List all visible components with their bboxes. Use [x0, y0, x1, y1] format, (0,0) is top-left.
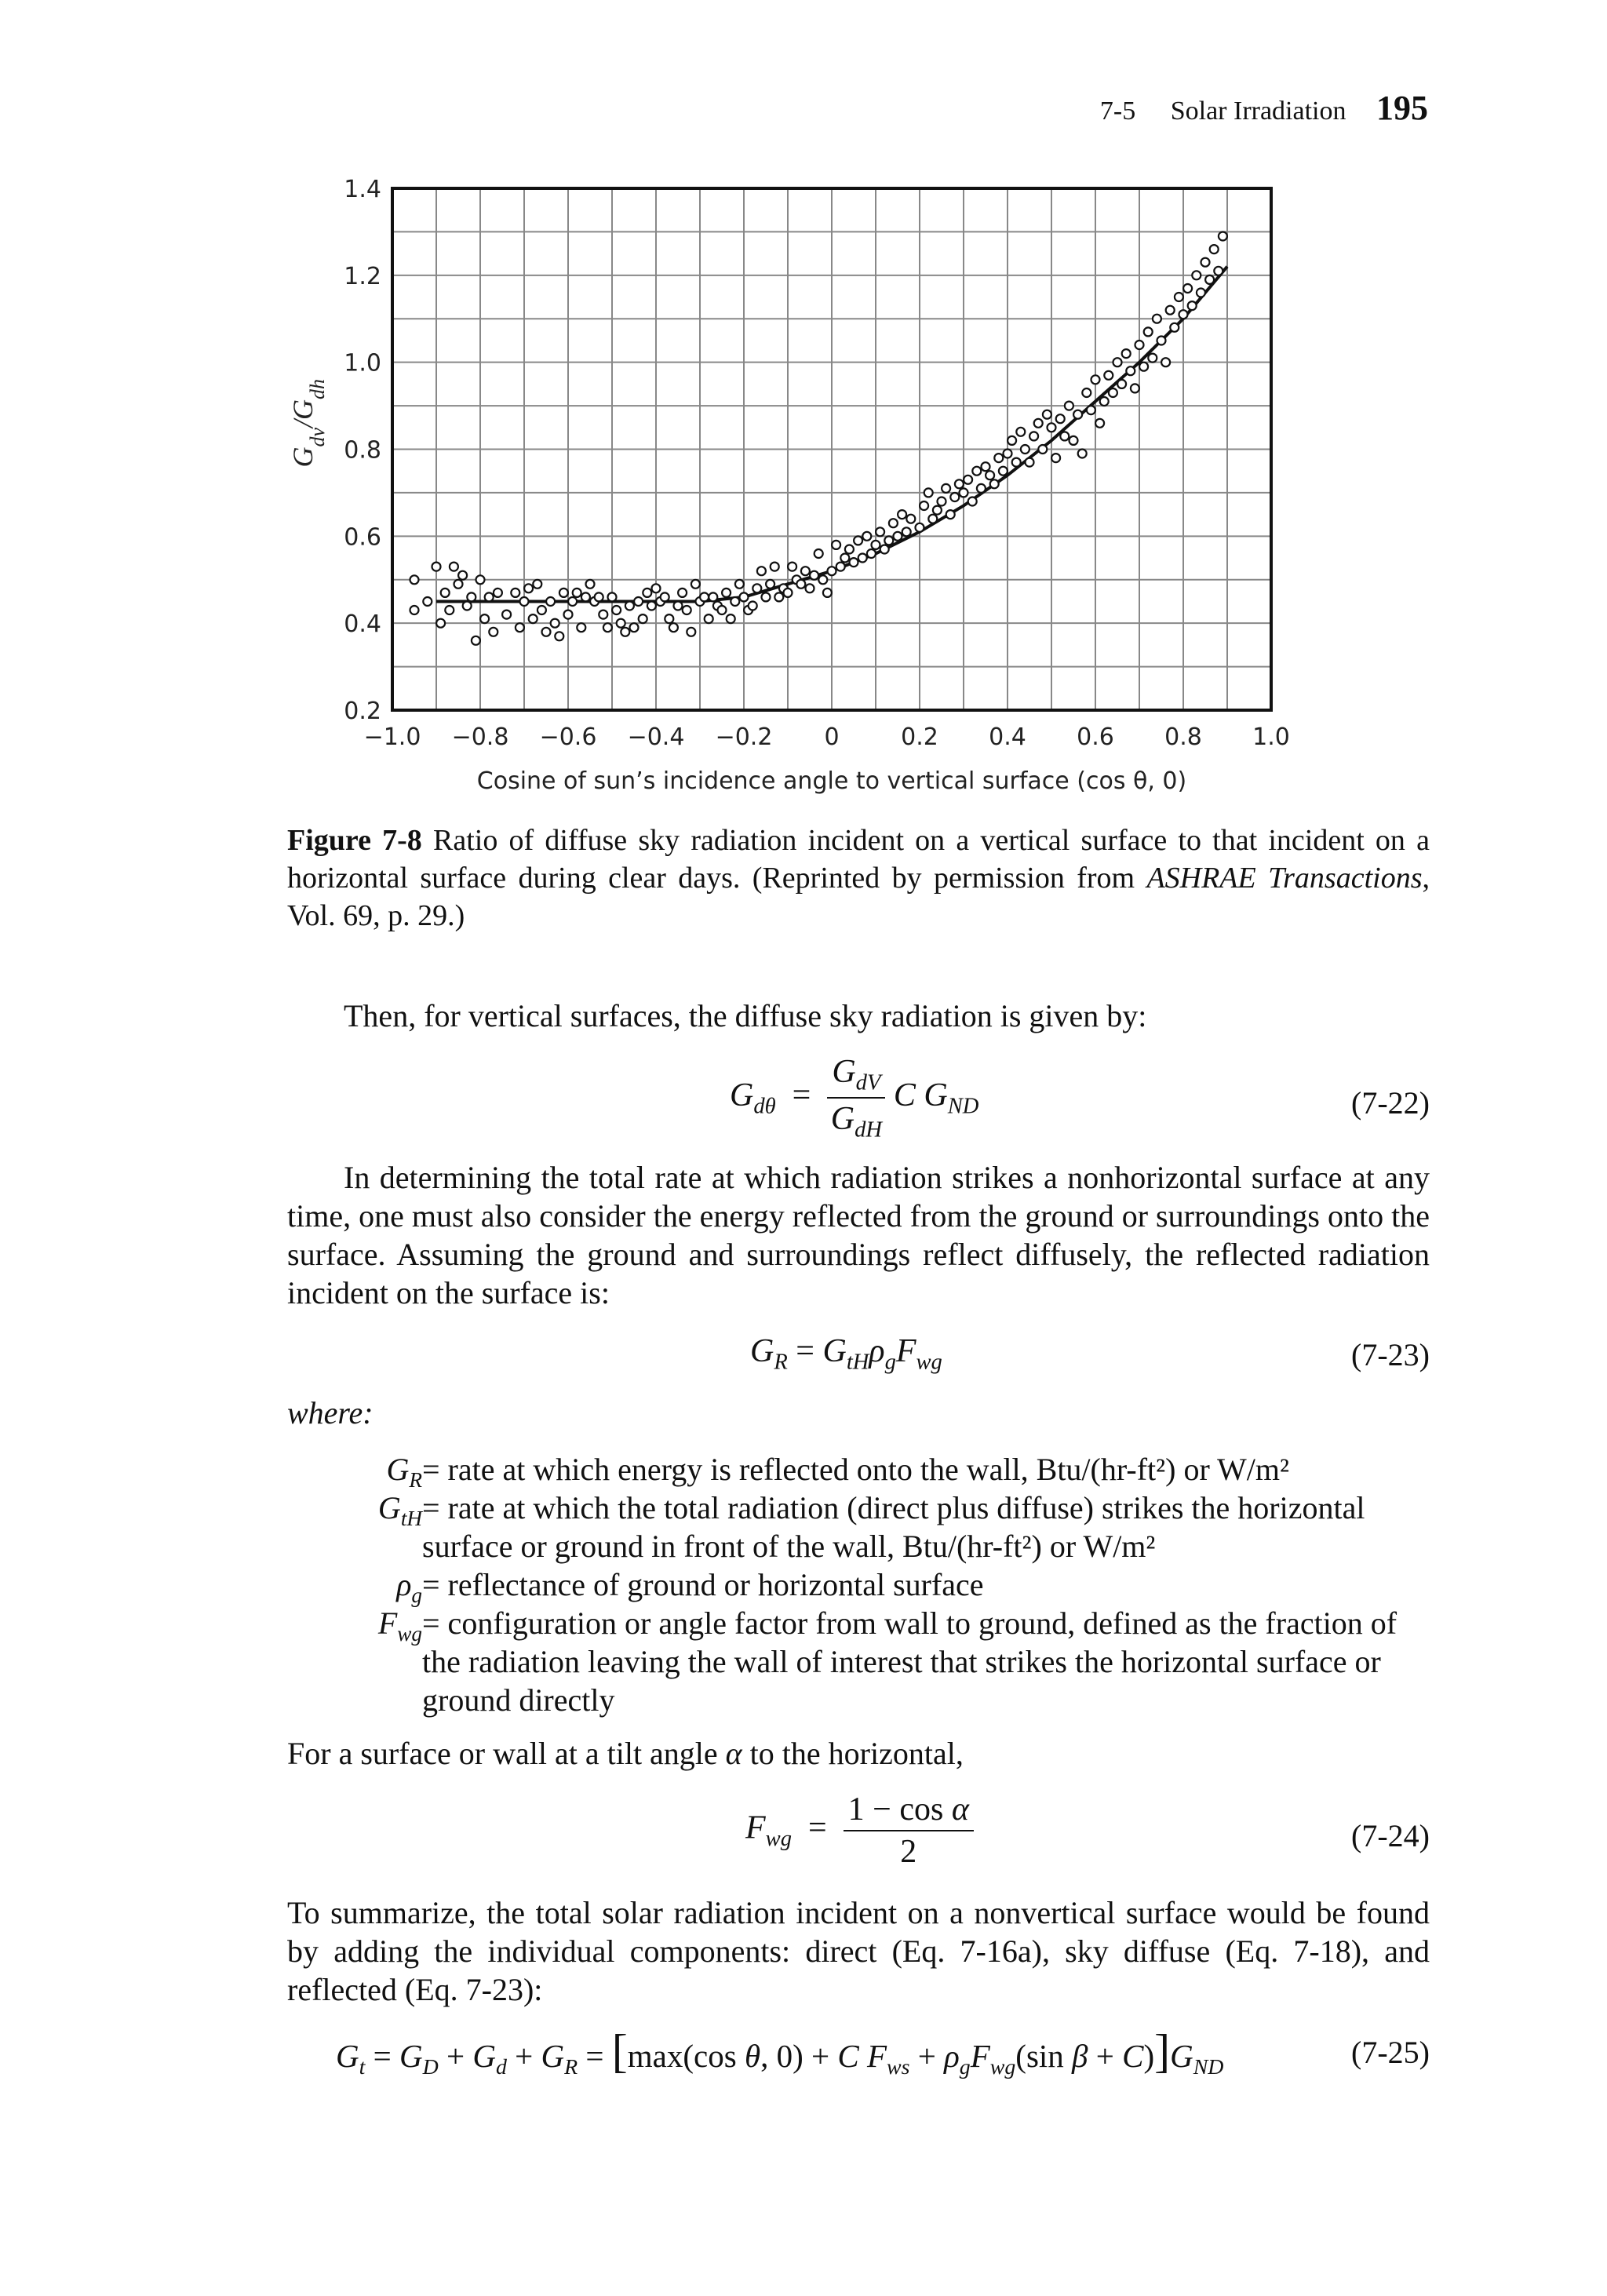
- data-point: [850, 558, 858, 567]
- data-point: [1131, 384, 1139, 392]
- data-point: [516, 623, 524, 632]
- x-tick-label: 0.4: [989, 723, 1026, 751]
- data-point: [972, 467, 981, 476]
- data-point: [796, 580, 805, 589]
- data-point: [1065, 402, 1073, 410]
- x-axis-label: Cosine of sun’s incidence angle to vertical surface (cos θ, 0): [476, 767, 1187, 795]
- x-tick-label: 1.0: [1252, 723, 1290, 751]
- data-point: [1073, 410, 1082, 419]
- data-point: [612, 606, 621, 614]
- data-point: [762, 592, 771, 601]
- data-point: [977, 484, 986, 493]
- x-tick-label: 0.6: [1077, 723, 1114, 751]
- equation-number-7-25: (7-25): [1351, 2035, 1430, 2070]
- data-point: [705, 614, 713, 623]
- data-point: [630, 623, 639, 632]
- data-point: [1087, 406, 1095, 414]
- data-point: [524, 584, 533, 592]
- data-point: [902, 527, 911, 536]
- data-point: [410, 606, 419, 614]
- caption-end: , Vol. 69, p. 29.): [287, 862, 1430, 932]
- scatter-chart: [259, 171, 1303, 799]
- y-tick-label: 0.6: [344, 523, 381, 552]
- data-point: [845, 545, 854, 554]
- data-point: [1051, 454, 1060, 462]
- data-point: [643, 589, 651, 597]
- data-points-layer: [410, 232, 1227, 645]
- data-point: [1004, 450, 1012, 458]
- section-number: 7-5: [1099, 97, 1136, 126]
- data-point: [634, 597, 643, 606]
- data-point: [1188, 301, 1197, 310]
- x-tick-label: 0.8: [1164, 723, 1202, 751]
- data-point: [485, 592, 494, 601]
- data-point: [757, 567, 766, 575]
- data-point: [436, 619, 445, 628]
- caption-source: ASHRAE Transactions: [1146, 862, 1423, 895]
- data-point: [489, 628, 497, 636]
- data-point: [968, 497, 977, 506]
- y-tick-label: 1.4: [344, 176, 381, 203]
- data-point: [982, 462, 990, 471]
- data-point: [806, 584, 814, 592]
- data-point: [990, 479, 999, 488]
- data-point: [999, 467, 1008, 476]
- data-point: [828, 567, 836, 575]
- data-point: [854, 536, 862, 545]
- data-point: [1095, 419, 1104, 428]
- equation-number-7-23: (7-23): [1351, 1337, 1430, 1372]
- paragraph-2: In determining the total rate at which radiation strikes a nonhorizontal surface at any time, one must also consider the energy reflected from the ground or surroundings onto the surface. Assuming the ground and surroundings reflect diffusely, the reflected radiation incident on the surface is:: [287, 1160, 1430, 1310]
- data-point: [1122, 349, 1131, 358]
- data-point: [1078, 450, 1087, 458]
- data-point: [1109, 388, 1117, 397]
- data-point: [858, 554, 867, 563]
- data-point: [639, 614, 647, 623]
- data-point: [836, 563, 845, 571]
- def-gr: $G_R$ = rate at which energy is reflected onto the wall, Btu/(hr-ft²) or W/m²: [386, 1452, 1290, 1492]
- def-gth: $G_{tH}$ = rate at which the total radiation (direct plus diffuse) strikes the horizontal surface or ground in front of the wall, Btu/(hr-ft²) or W/m²: [377, 1490, 1365, 1564]
- data-point: [661, 592, 669, 601]
- data-point: [906, 515, 915, 523]
- running-head: [1100, 88, 1428, 128]
- data-point: [928, 515, 937, 523]
- data-point: [1038, 445, 1047, 454]
- data-point: [946, 510, 955, 519]
- data-point: [1056, 414, 1065, 423]
- data-point: [529, 614, 537, 623]
- data-point: [964, 476, 972, 484]
- data-point: [867, 549, 876, 558]
- data-point: [511, 589, 519, 597]
- data-point: [718, 606, 727, 614]
- data-point: [709, 592, 717, 601]
- data-point: [1148, 354, 1157, 363]
- data-point: [542, 628, 551, 636]
- equation-7-22: $G_{d\theta}$ = $\frac{G_{dV}}{G_{dH}}$ C $G_{ND}$: [730, 1054, 979, 1143]
- data-point: [586, 580, 595, 589]
- data-point: [735, 580, 744, 589]
- x-tick-label: 0: [824, 723, 840, 751]
- data-point: [533, 580, 541, 589]
- data-point: [1026, 458, 1034, 467]
- data-point: [480, 614, 489, 623]
- data-point: [862, 532, 871, 541]
- data-point: [823, 589, 832, 597]
- data-point: [595, 592, 603, 601]
- data-point: [551, 619, 559, 628]
- data-point: [950, 493, 959, 501]
- data-point: [810, 571, 818, 580]
- data-point: [916, 523, 924, 532]
- section-title: Solar Irradiation: [1170, 97, 1346, 126]
- data-point: [691, 580, 700, 589]
- data-point: [608, 592, 617, 601]
- data-point: [920, 501, 928, 510]
- data-point: [700, 592, 709, 601]
- data-point: [894, 532, 902, 541]
- data-point: [774, 592, 783, 601]
- data-point: [1016, 428, 1025, 436]
- data-point: [678, 589, 687, 597]
- data-point: [872, 541, 880, 549]
- data-point: [1175, 293, 1183, 301]
- data-point: [502, 610, 511, 619]
- data-point: [1021, 445, 1029, 454]
- data-point: [1029, 432, 1038, 440]
- data-point: [1166, 306, 1175, 315]
- data-point: [1100, 397, 1109, 406]
- data-point: [463, 602, 472, 610]
- data-point: [1070, 436, 1078, 445]
- data-point: [752, 584, 761, 592]
- y-axis-label: $G_{dv}/G_{dh}$: [287, 378, 329, 468]
- equation-7-24: $F_{wg}$ = $\frac{\text{1 − cos α}}{2}$: [745, 1791, 974, 1871]
- y-tick-label: 1.2: [344, 262, 381, 290]
- paragraph-1: Then, for vertical surfaces, the diffuse sky radiation is given by:: [344, 998, 1147, 1033]
- data-point: [832, 541, 840, 549]
- data-point: [445, 606, 454, 614]
- data-point: [942, 484, 950, 493]
- data-point: [450, 563, 458, 571]
- data-point: [1170, 323, 1179, 332]
- figure-label: Figure 7-8: [287, 824, 422, 857]
- data-point: [1210, 245, 1219, 253]
- data-point: [880, 545, 889, 554]
- data-point: [1008, 436, 1016, 445]
- data-point: [1214, 267, 1223, 275]
- data-point: [1012, 458, 1021, 467]
- data-point: [1192, 271, 1201, 279]
- y-tick-label: 0.2: [344, 698, 381, 725]
- data-point: [537, 606, 546, 614]
- data-point: [1144, 327, 1153, 336]
- data-point: [766, 580, 774, 589]
- data-point: [889, 519, 898, 527]
- data-point: [938, 497, 946, 506]
- data-point: [1219, 232, 1227, 241]
- data-point: [581, 592, 590, 601]
- data-point: [472, 636, 480, 645]
- data-point: [1104, 371, 1113, 380]
- figure-caption: [287, 822, 1430, 935]
- data-point: [665, 614, 673, 623]
- data-point: [1113, 358, 1122, 366]
- data-point: [1201, 258, 1210, 267]
- data-point: [559, 589, 568, 597]
- data-point: [625, 602, 634, 610]
- data-point: [467, 592, 476, 601]
- data-point: [441, 589, 450, 597]
- y-tick-label: 0.4: [344, 610, 381, 639]
- data-point: [1034, 419, 1043, 428]
- data-point: [1157, 337, 1166, 345]
- data-point: [458, 571, 467, 580]
- data-point: [818, 575, 827, 584]
- equation-number-7-24: (7-24): [1351, 1818, 1430, 1853]
- data-point: [564, 610, 573, 619]
- data-point: [568, 597, 577, 606]
- def-rho: $\rho_g$ = reflectance of ground or horizontal surface: [396, 1567, 984, 1607]
- data-point: [573, 589, 581, 597]
- data-point: [683, 606, 691, 614]
- data-point: [546, 597, 555, 606]
- data-point: [617, 619, 625, 628]
- data-point: [986, 471, 994, 479]
- data-point: [687, 628, 695, 636]
- data-point: [621, 628, 629, 636]
- data-point: [731, 597, 739, 606]
- data-point: [423, 597, 432, 606]
- x-tick-label: −0.8: [451, 723, 509, 751]
- data-point: [1183, 284, 1192, 293]
- data-point: [1082, 388, 1091, 397]
- data-point: [577, 623, 585, 632]
- data-point: [960, 488, 968, 497]
- chart-grid: [392, 188, 1271, 710]
- data-point: [1135, 341, 1144, 349]
- data-point: [555, 632, 563, 640]
- data-point: [955, 479, 964, 488]
- data-point: [1091, 375, 1100, 384]
- data-point: [749, 602, 757, 610]
- tick-labels-layer: [344, 176, 1290, 751]
- data-point: [994, 454, 1003, 462]
- x-tick-label: −0.2: [715, 723, 773, 751]
- data-point: [603, 623, 612, 632]
- data-point: [1153, 315, 1161, 323]
- page-number: 195: [1376, 89, 1428, 127]
- data-point: [1205, 275, 1214, 284]
- x-tick-label: −0.4: [627, 723, 685, 751]
- data-point: [1197, 289, 1205, 297]
- data-point: [669, 623, 678, 632]
- data-point: [647, 602, 656, 610]
- data-point: [1060, 432, 1069, 440]
- data-point: [740, 592, 749, 601]
- x-tick-label: −0.6: [539, 723, 597, 751]
- data-point: [771, 563, 779, 571]
- data-point: [722, 589, 731, 597]
- data-point: [476, 575, 485, 584]
- caption-text: Ratio of diffuse sky radiation incident on a vertical surface to that incident on a horizontal surface during clear days. (Reprinted by permission from: [287, 824, 1430, 895]
- y-tick-label: 1.0: [344, 349, 381, 377]
- data-point: [840, 554, 849, 563]
- data-point: [784, 589, 793, 597]
- equation-number-7-22: (7-22): [1351, 1085, 1430, 1121]
- data-point: [884, 536, 893, 545]
- data-point: [432, 563, 441, 571]
- data-point: [454, 580, 463, 589]
- data-point: [494, 589, 502, 597]
- y-tick-label: 0.8: [344, 436, 381, 465]
- data-point: [1048, 423, 1056, 432]
- data-point: [1179, 310, 1188, 319]
- data-point: [933, 506, 942, 515]
- paragraph-4: To summarize, the total solar radiation incident on a nonvertical surface would be found by adding the individual components: direct (Eq. 7-16a), sky diffuse (Eq. 7-18), and reflected (Eq. 7-23):: [287, 1895, 1430, 2007]
- equation-7-25: $G_t = G_D + G_d + G_R = [\max(\cos$ θ, 0) + C $F_{ws} + \rho_gF_{wg}(\sin$ $\beta + C)]G_{ND}$: [336, 2025, 1224, 2080]
- data-point: [814, 549, 823, 558]
- data-point: [801, 567, 810, 575]
- paragraph-3: For a surface or wall at a tilt angle α to the horizontal,: [287, 1736, 964, 1771]
- data-point: [1161, 358, 1170, 366]
- data-point: [1043, 410, 1051, 419]
- data-point: [727, 614, 735, 623]
- data-point: [898, 510, 906, 519]
- x-tick-label: −1.0: [363, 723, 421, 751]
- data-point: [1126, 366, 1135, 375]
- where-label: where:: [287, 1395, 374, 1430]
- def-fwg: $F_{wg}$ = configuration or angle factor from wall to ground, defined as the fraction of the radiation leaving the wall of interest that strikes the horizontal surface or ground directly: [377, 1605, 1397, 1718]
- x-tick-label: 0.2: [901, 723, 938, 751]
- data-point: [924, 488, 933, 497]
- data-point: [1117, 380, 1126, 388]
- data-point: [652, 584, 661, 592]
- equation-7-23: $G_R = G_{tH}\rho_gF_{wg}$: [750, 1333, 942, 1375]
- data-point: [876, 527, 884, 536]
- data-point: [520, 597, 529, 606]
- data-point: [1139, 363, 1148, 371]
- data-point: [674, 602, 683, 610]
- data-point: [410, 575, 419, 584]
- data-point: [788, 563, 796, 571]
- data-point: [599, 610, 607, 619]
